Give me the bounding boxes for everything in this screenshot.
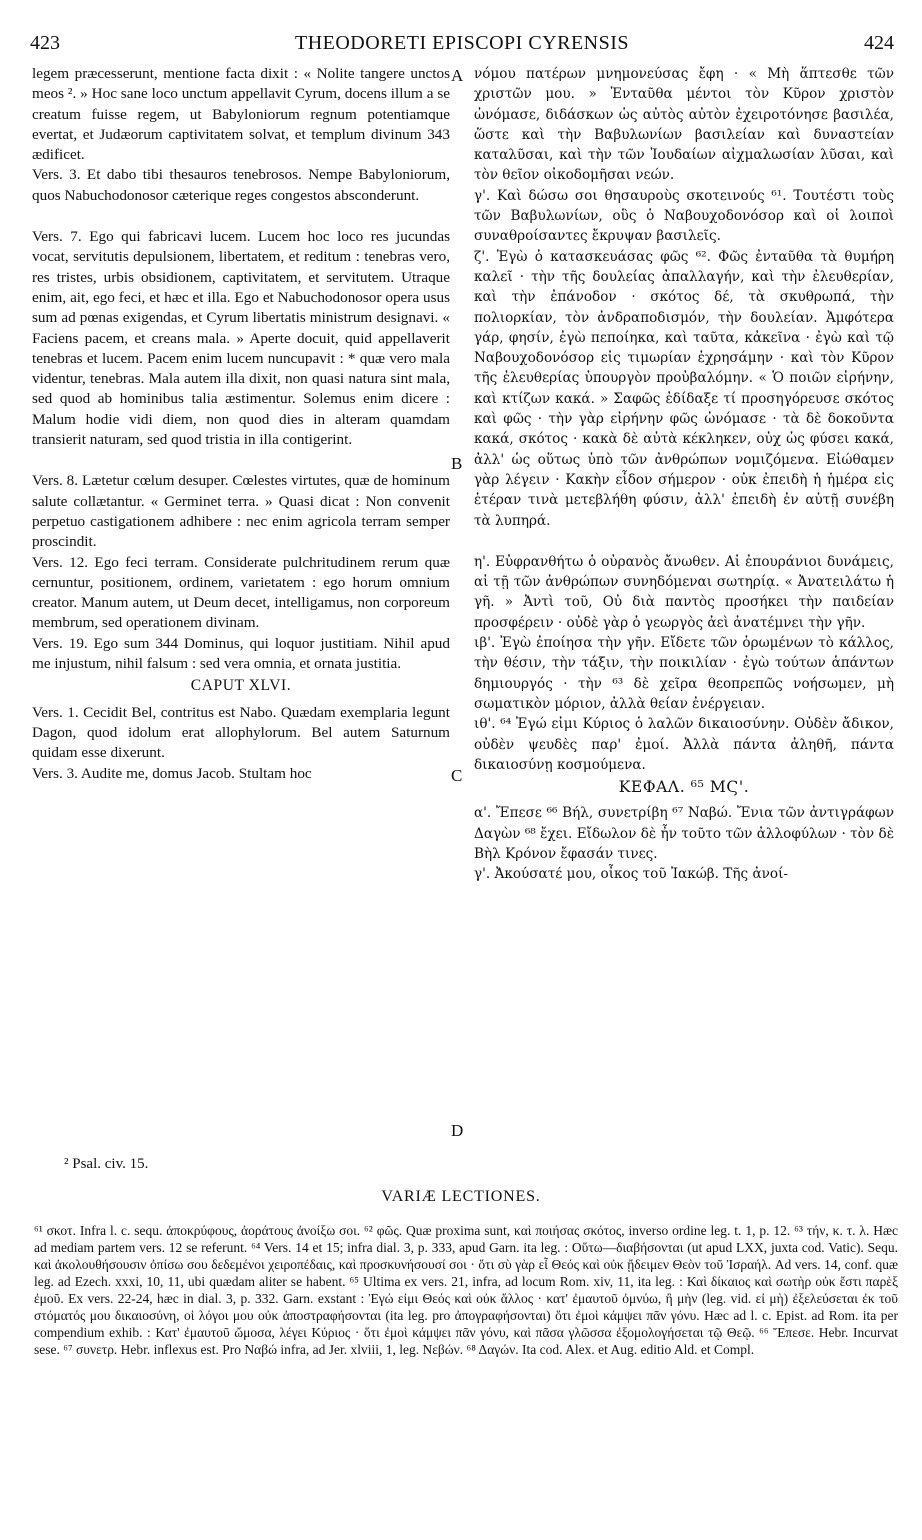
latin-paragraph: Vers. 1. Cecidit Bel, contritus est Nabo. Quædam exemplaria legunt Dagon, quod idolum erat allophylorum. Bel autem Saturnum quidam esse dixerunt. [32, 703, 450, 762]
running-header [30, 32, 894, 58]
latin-paragraph: Vers. 8. Lætetur cœlum desuper. Cœlestes virtutes, quæ de hominum salute collætantur. « Germinet terra. » Quasi dicat : Non convenit perpetuo castigationem adhibere : nec enim agricola terram semper proscindit. [32, 472, 450, 551]
latin-paragraph: Vers. 12. Ego feci terram. Considerate pulchritudinem rerum quæ cernuntur, positionem, ordinem, varietatem : ego horum omnium creator. Manum autem, ut Deum decet, intelligamus, non corporeum membrum, sed operationem divinam. [32, 553, 450, 632]
variae-lectiones-heading: VARIÆ LECTIONES. [381, 1188, 541, 1205]
latin-paragraph: legem præcesserunt, mentione facta dixit : « Nolite tangere unctos meos ². » Hoc sane loco unctum appellavit Cyrum, docens illum a se creatum fuisse regem, ut Babyloniorum regnum potentiamque evertat, et Judæorum captivitatem solvat, et templum divinum 343 ædificet. [32, 65, 450, 164]
greek-paragraph: νόμου πατέρων μνημονεύσας ἔφη · « Μὴ ἅπτεσθε τῶν χριστῶν μου. » Ἐνταῦθα μέντοι τὸν Κῦρον χριστὸν ὠνόμασε, διδάσκων ὡς αὐτὸς αὐτὸν ἐχειροτόνησε βασιλέα, ὥστε καὶ τὴν Βαβυλωνίων βασιλείαν καὶ δυναστείαν καταλῦσαι, καὶ τὴν τῶν Ἰουδαίων αἰχμαλωσίαν λῦσαι, καὶ τὸν θεῖον οἰκοδομῆσαι νεών. [474, 66, 894, 184]
greek-paragraph: ιθ'. ⁶⁴ Ἐγώ εἰμι Κύριος ὁ λαλῶν δικαιοσύνην. Οὐδὲν ἄδικον, οὐδὲν ψευδὲς παρ' ἐμοί. Ἀλλὰ πάντα ἀληθῆ, πάντα δικαιοσύνῃ κοσμούμενα. [474, 716, 894, 773]
greek-column [474, 64, 894, 885]
page-number-left: 423 [30, 32, 60, 54]
latin-column [32, 64, 450, 784]
greek-paragraph: ζ'. Ἐγὼ ὁ κατασκευάσας φῶς ⁶². Φῶς ἐνταῦθα τὰ θυμήρη καλεῖ · τὴν τῆς δουλείας ἀπαλλαγήν, καὶ τὴν ἐλευθερίαν, καὶ τὴν ἐπάνοδον · σκότος δέ, τὰ σκυθρωπά, τὴν πολιορκίαν, τὸν ἀνδραποδισμόν, τὴν δουλείαν. Ἀμφότερα γάρ, φησίν, ἐγὼ πεποίηκα, καὶ ταῦτα, κἀκεῖνα · ἐγὼ καὶ τῷ Ναβουχοδονόσορ εἰς τιμωρίαν ἐχρησάμην · καὶ τὸν Κῦρον τῆς ἐλευθερίας ὑπουργὸν προὐβαλόμην. « Ὁ ποιῶν εἰρήνην, καὶ κτίζων κακά. » Σαφῶς ἐδίδαξε τί προσηγόρευσε σκότος καὶ φῶς · τὴν γὰρ εἰρήνην φῶς ὠνόμασε · τὰ δὲ δοκοῦντα κακά, σκότος · κακὰ δὲ αὐτὰ κέκληκεν, οὐχ ὡς φύσει κακά, ἀλλ' ὡς οὕτως ὑπὸ τῶν ἀνθρώπων νομιζόμενα. Εἰώθαμεν γὰρ λέγειν · Κακὴν εἶδον σήμερον · οὐκ ἐπειδὴ ἡ ἡμέρα εἰς ἑτέραν τινὰ μετεβλήθη φύσιν, ἀλλ' ἐπειδὴ ἐν αὐτῇ συνέβη τὰ λυπηρά. [474, 248, 894, 529]
margin-marker-d: D [451, 1121, 464, 1140]
variae-lectiones-text: ⁶¹ σκοτ. Infra l. c. sequ. ἀποκρύφους, ἀοράτους ἀνοίξω σοι. ⁶² φῶς. Quæ proxima sunt, καὶ ποιήσας σκότος, inverso ordine leg. t. 1, p. 12. ⁶³ τήν, κ. τ. λ. Hæc ad mediam partem vers. 12 se referunt. ⁶⁴ Vers. 14 et 15; infra dial. 3, p. 333, apud Garn. ita leg. : Οὕτω—διαβήσονται (ut apud LXX, juxta cod. Vatic). Sequ. καὶ ἀκολουθήσουσιν ὀπίσω σου δεδεμένοι χειροπέδαις, καὶ προσκυνήσουσί σοι · ὅτι σὺ γὰρ εἶ Θεός καὶ οὐκ ᾔδειμεν Θεὸν τοῦ Ἰσραήλ. Ad vers. 14, conf. quæ leg. ad Ezech. xxxi, 10, 11, ubi quædam aliter se habent. ⁶⁵ Ultima ex vers. 21, infra, ad locum Rom. xiv, 11, ita leg. : Καὶ δίκαιος καὶ σωτὴρ οὐκ ἔστι παρὲξ ἐμοῦ. Ex vers. 22-24, hæc in dial. 3, p. 332. Garn. exstant : Ἐγώ εἰμι Θεός καὶ οὐκ ἄλλος · κατ' ἐμαυτοῦ ὀμνύω, ἢ μὴν (leg. vid. εἰ μὴ) ἐξελεύσεται ἐκ τοῦ στόματός μου δικαιοσύνη, οἱ λόγοι μου οὐκ ἀποστραφήσονται (ita leg. pro ἀπογραφήσονται) ὅτι ἐμοὶ κάμψει πᾶν γόνυ. Hæc ad l. c. Epist. ad Rom. ita per compendium exhib. : Κατ' ἐμαυτοῦ ὤμοσα, λέγει Κύριος · ὅτι ἐμοὶ κάμψει πᾶν γόνυ, καὶ πᾶσα γλῶσσα ἐξομολογήσεται τῷ Θεῷ. ⁶⁶ Ἔπεσε. Hebr. Incurvat sese. ⁶⁷ συνετρ. Hebr. inflexus est. Pro Ναβώ infra, ad Jer. xlviii, 1, leg. Νεβών. ⁶⁸ Δαγών. Ita cod. Alex. et Aug. editio Ald. et Compl. [34, 1223, 898, 1357]
greek-paragraph: ιβ'. Ἐγὼ ἐποίησα τὴν γῆν. Εἴδετε τῶν ὁρωμένων τὸ κάλλος, τὴν θέσιν, τὴν τάξιν, τὴν ποικιλίαν · ἐγὼ τούτων ἁπάντων δημιουργός · τὴν ⁶³ δὲ χεῖρα θεοπρεπῶς νοήσωμεν, μὴ σωματικὸν μόριον, ἀλλὰ θείαν ἐνέργειαν. [474, 635, 894, 712]
latin-paragraph: Vers. 3. Audite me, domus Jacob. Stultam hoc [32, 764, 312, 782]
greek-paragraph: γ'. Καὶ δώσω σοι θησαυροὺς σκοτεινούς ⁶¹. Τουτέστι τοὺς τῶν Βαβυλωνίων, οὓς ὁ Ναβουχοδονόσορ καὶ οἱ λοιποὶ συναθροίσαντες ἔκρυψαν βασιλεῖς. [474, 187, 894, 245]
page-number-right: 424 [864, 32, 894, 54]
latin-paragraph: Vers. 19. Ego sum 344 Dominus, qui loquor justitiam. Nihil apud me injustum, nihil falsum : sed vera omnia, et ornata justitia. [32, 634, 450, 673]
running-title: THEODORETI EPISCOPI CYRENSIS [294, 32, 630, 54]
greek-chapter-heading: ΚΕΦΑΛ. ⁶⁵ ΜϚ'. [618, 778, 750, 797]
margin-marker-c: C [451, 766, 463, 785]
greek-paragraph: η'. Εὐφρανθήτω ὁ οὐρανὸς ἄνωθεν. Αἱ ἐπουράνιοι δυνάμεις, αἱ τῇ τῶν ἀνθρώπων συνηδόμεναι σωτηρίᾳ. « Ἀνατειλάτω ἡ γῆ. » Ἀντὶ τοῦ, Οὐ διὰ παντὸς προσήκει τὴν παιδείαν προσφέρειν · οὐδὲ γὰρ ὁ γεωργὸς ἀεὶ ἀνατέμνει τὴν γῆν. [474, 553, 894, 631]
footnote: ² Psal. civ. 15. [64, 1156, 149, 1172]
margin-marker-b: B [451, 454, 463, 473]
variae-lectiones-notes [34, 1222, 898, 1358]
latin-chapter-heading: CAPUT XLVI. [190, 677, 292, 695]
greek-paragraph: α'. Ἔπεσε ⁶⁶ Βήλ, συνετρίβη ⁶⁷ Ναβώ. Ἔνια τῶν ἀντιγράφων Δαγὼν ⁶⁸ ἔχει. Εἴδωλον δὲ ἦν τοῦτο τῶν ἀλλοφύλων · τὸν δὲ Βὴλ Κρόνον ἔφασάν τινες. [474, 805, 894, 862]
margin-marker-a: A [451, 66, 464, 85]
latin-paragraph: Vers. 3. Et dabo tibi thesauros tenebrosos. Nempe Babyloniorum, quos Nabuchodonosor cæterique reges congestos absconderunt. [32, 166, 450, 204]
greek-paragraph: γ'. Ἀκούσατέ μου, οἶκος τοῦ Ἰακώβ. Τῆς ἀνοί- [474, 866, 788, 883]
latin-paragraph: Vers. 7. Ego qui fabricavi lucem. Lucem hoc loco res jucundas vocat, servitutis depulsionem, libertatem, et reditum : tenebras vero, res tristes, urbis obsidionem, captivitatem, et servitutem. Utraque enim, ait, ego feci, et hæc et illa. Ego et Nabuchodonosor opera usus sum ad pœnas exigendas, et Cyrum libertatis ministrum designavi. « Faciens pacem, et creans mala. » Aperte docuit, quid appellaverit tenebras et lucem. Pacem enim lucem nuncupavit : * quæ vero mala videntur, tenebras. Mala autem illa dixit, non quasi natura sint mala, sed quod ab hominibus talia æstimentur. Solemus enim dicere : Malum hodie vidi diem, non quod dies in alteram quamdam transierit naturam, sed quod tristia in illa contigerint. [32, 228, 450, 449]
